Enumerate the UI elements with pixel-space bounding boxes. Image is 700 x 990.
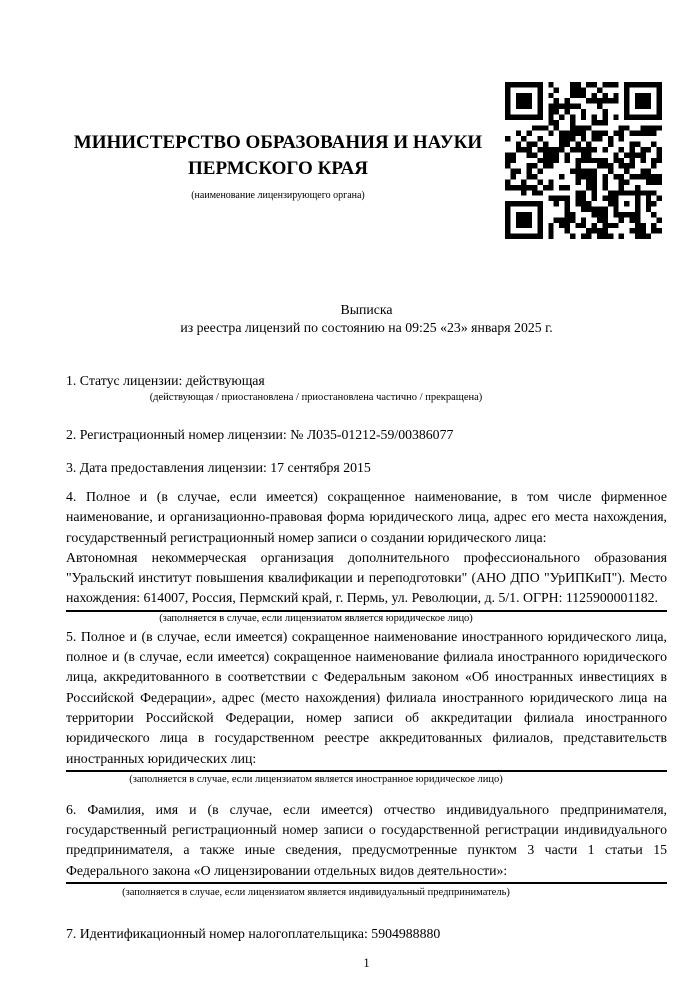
document-content bbox=[66, 0, 667, 971]
authority-name bbox=[66, 130, 490, 182]
license-status-options-caption: (действующая / приостановлена / приостановлена частично / прекращена) bbox=[149, 392, 483, 403]
legal-entity-caption: (заполняется в случае, если лицензиатом является юридическое лицо) bbox=[159, 612, 473, 624]
entrepreneur-section bbox=[66, 800, 667, 884]
license-grant-date-line: 3. Дата предоставления лицензии: 17 сентября 2015 bbox=[66, 460, 371, 475]
licensing-authority-block bbox=[66, 82, 490, 202]
license-status-line: 1. Статус лицензии: действующая bbox=[66, 373, 265, 388]
authority-name-line1: МИНИСТЕРСТВО ОБРАЗОВАНИЯ И НАУКИ bbox=[73, 132, 483, 153]
qr-code-icon bbox=[505, 82, 662, 239]
foreign-entity-question: 5. Полное и (в случае, если имеется) сокращенное наименование иностранного юридического лица, полное и (в случае, если имеется) сокращенное наименование филиала иностранного юридического лица, аккредитованного в соответствии с Федеральным законом «Об иностранных инвестициях в Российской Федерации», адрес (место нахождения) филиала иностранного юридического лица на территории Российской Федерации, номер записи об аккредитации филиала иностранного юридического лица в государственном реестре аккредитованных филиалов, представительств иностранных юридических лиц: bbox=[66, 627, 667, 772]
authority-name-line2: ПЕРМСКОГО КРАЯ bbox=[188, 158, 368, 179]
entrepreneur-question: 6. Фамилия, имя и (в случае, если имеется) отчество индивидуального предпринимателя, государственный регистрационный номер записи о государственной регистрации индивидуального предпринимателя, а также иные сведения, предусмотренные пунктом 3 части 1 статьи 15 Федерального закона «О лицензировании отдельных видов деятельности»: bbox=[66, 800, 667, 884]
authority-caption: (наименование лицензирующего органа) bbox=[191, 190, 365, 201]
document-header bbox=[66, 82, 667, 239]
document-title bbox=[66, 301, 667, 336]
document-title-line2: из реестра лицензий по состоянию на 09:25 «23» января 2025 г. bbox=[180, 319, 553, 335]
foreign-entity-section bbox=[66, 627, 667, 772]
entrepreneur-caption: (заполняется в случае, если лицензиатом является индивидуальный предприниматель) bbox=[122, 887, 510, 899]
legal-entity-section bbox=[66, 487, 667, 612]
taxpayer-number-line: 7. Идентификационный номер налогоплательщика: 5904988880 bbox=[66, 926, 441, 942]
legal-entity-answer: Автономная некоммерческая организация дополнительного профессионального образования "Уральский институт повышения квалификации и переподготовки" (АНО ДПО "УрИПКиП"). Место нахождения: 614007, Россия, Пермский край, г. Пермь, ул. Революции, д. 5/1. ОГРН: 1125900001182. bbox=[66, 548, 667, 612]
document-title-line1: Выписка bbox=[340, 302, 393, 317]
registration-number-line: 2. Регистрационный номер лицензии: № Л035-01212-59/00386077 bbox=[66, 427, 454, 442]
foreign-entity-caption: (заполняется в случае, если лицензиатом является иностранное юридическое лицо) bbox=[129, 773, 503, 785]
legal-entity-question: 4. Полное и (в случае, если имеется) сокращенное наименование, в том числе фирменное наименование, и организационно-правовая форма юридического лица, адрес его места нахождения, государственный регистрационный номер записи о создании юридического лица: bbox=[66, 489, 667, 545]
page-number: 1 bbox=[363, 956, 370, 971]
